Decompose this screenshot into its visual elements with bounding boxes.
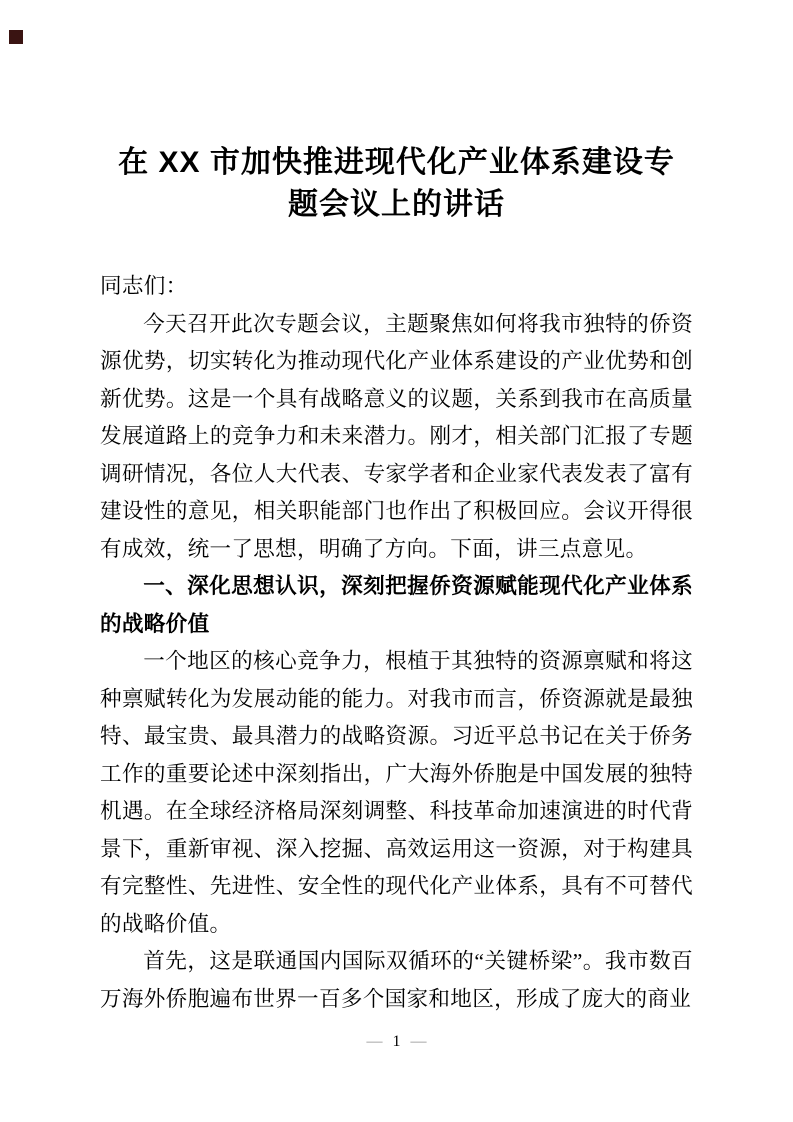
paragraph: 今天召开此次专题会议，主题聚焦如何将我市独特的侨资源优势，切实转化为推动现代化产业体系建设的产业优势和创新优势。这是一个具有战略意义的议题，关系到我市在高质量发展道路上的竞争力和未来潜力。刚才，相关部门汇报了专题调研情况，各位人大代表、专家学者和企业家代表发表了富有建设性的意见，相关职能部门也作出了积极回应。会议开得很有成效，统一了思想，明确了方向。下面，讲三点意见。 (100, 311, 693, 561)
page-number: 1 (392, 1033, 401, 1050)
document-title-line-1: 在 XX 市加快推进现代化产业体系建设专 (118, 146, 675, 179)
section-heading: 一、深化思想认识，深刻把握侨资源赋能现代化产业体系的战略价值 (100, 574, 693, 636)
footer-dash-right: — (410, 1033, 427, 1050)
paragraph: 同志们： (100, 274, 188, 298)
paragraph: 一个地区的核心竞争力，根植于其独特的资源禀赋和将这种禀赋转化为发展动能的能力。对我市而言，侨资源就是最独特、最宝贵、最具潜力的战略资源。习近平总书记在关于侨务工作的重要论述中深刻指出，广大海外侨胞是中国发展的独特机遇。在全球经济格局深刻调整、科技革命加速演进的时代背景下，重新审视、深入挖掘、高效运用这一资源，对于构建具有完整性、先进性、安全性的现代化产业体系，具有不可替代的战略价值。 (100, 649, 693, 936)
document-body (100, 268, 693, 1018)
document-title-line-2: 题会议上的讲话 (288, 188, 505, 221)
document-title (0, 142, 793, 226)
page-footer (0, 1032, 793, 1052)
paragraph: 首先，这是联通国内国际双循环的“关键桥梁”。我市数百万海外侨胞遍布世界一百多个国家和地区，形成了庞大的商业 (100, 949, 693, 1011)
footer-dash-left: — (366, 1033, 383, 1050)
corner-red-mark (9, 30, 23, 44)
